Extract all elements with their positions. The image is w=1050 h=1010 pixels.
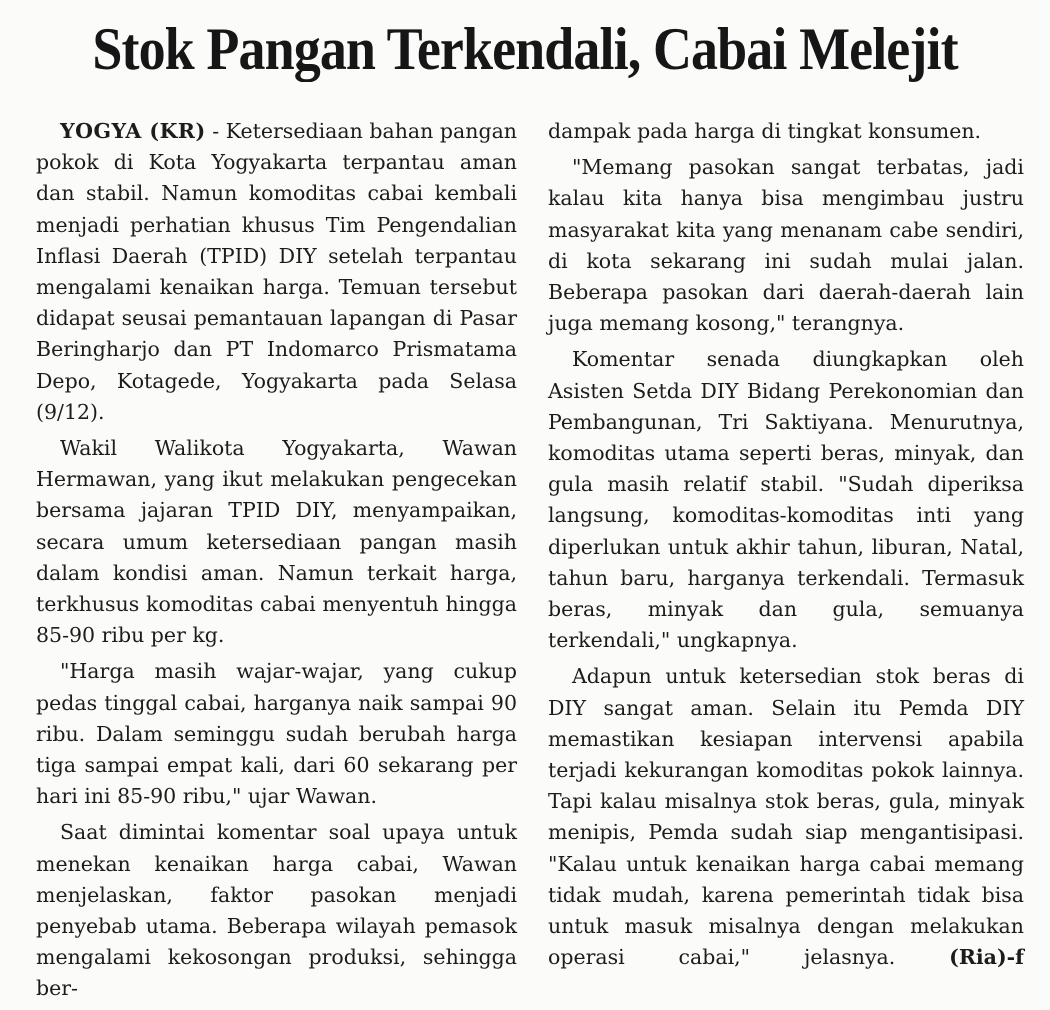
paragraph: dampak pada harga di tingkat konsumen. xyxy=(548,119,982,143)
dateline: YOGYA (KR) xyxy=(60,119,206,143)
byline: (Ria)-f xyxy=(949,945,1024,970)
column-left xyxy=(36,116,517,1010)
paragraph: "Harga masih wajar-wajar, yang cukup pedas tinggal cabai, harganya naik sampai 90 ribu. Dalam seminggu sudah berubah harga tiga sampai empat kali, dari 60 sekarang per hari ini 85-90 ribu," ujar Wawan. xyxy=(36,659,517,809)
paragraph: Komentar senada diungkapkan oleh Asisten Setda DIY Bidang Perekonomian dan Pembangunan, Tri Saktiyana. Menurutnya, komoditas utama seperti beras, minyak, dan gula masih relatif stabil. "Sudah diperiksa langsung, komoditas-komoditas inti yang diperlukan untuk akhir tahun, liburan, Natal, tahun baru, harganya terkendali. Termasuk beras, minyak dan gula, semuanya terkendali," ungkapnya. xyxy=(548,347,1024,653)
paragraph xyxy=(36,116,517,428)
paragraph: "Memang pasokan sangat terbatas, jadi kalau kita hanya bisa mengimbau justru masyarakat kita yang menanam cabe sendiri, di kota sekarang ini sudah mulai jalan. Beberapa pasokan dari daerah-daerah lain juga memang kosong," terangnya. xyxy=(548,155,1024,336)
lead-text: - Ketersediaan bahan pangan pokok di Kota Yogyakarta terpantau aman dan stabil. Namun komoditas cabai kembali menjadi perhatian khusus Tim Pengendalian Inflasi Daerah (TPID) DIY setelah terpantau mengalami kenaikan harga. Temuan tersebut didapat seusai pemantauan lapangan di Pasar Beringharjo dan PT Indomarco Prismatama Depo, Kotagede, Yogyakarta pada Selasa (9/12). xyxy=(36,119,517,424)
paragraph: Wakil Walikota Yogyakarta, Wawan Hermawan, yang ikut melakukan pengecekan bersama jajaran TPID DIY, menyampaikan, secara umum ketersediaan pangan masih dalam kondisi aman. Namun terkait harga, terkhusus komoditas cabai menyentuh hingga 85-90 ribu per kg. xyxy=(36,436,517,648)
paragraph: Saat dimintai komentar soal upaya untuk menekan kenaikan harga cabai, Wawan menjelaskan, faktor pasokan menjadi penyebab utama. Beberapa wilayah pemasok mengalami kekosongan produksi, sehingga ber- xyxy=(36,820,517,1001)
closing-text: Adapun untuk ketersedian stok beras di DIY sangat aman. Selain itu Pemda DIY memastikan kesiapan intervensi apabila terjadi kekurangan komoditas pokok lainnya. Tapi kalau misalnya stok beras, gula, minyak menipis, Pemda sudah siap mengantisipasi. "Kalau untuk kenaikan harga cabai memang tidak mudah, karena pemerintah tidak bisa untuk masuk misalnya dengan melakukan operasi cabai," jelasnya. xyxy=(548,664,1024,970)
paragraph xyxy=(548,661,1024,973)
column-right xyxy=(548,116,1024,978)
headline: Stok Pangan Terkendali, Cabai Melejit xyxy=(92,16,958,82)
